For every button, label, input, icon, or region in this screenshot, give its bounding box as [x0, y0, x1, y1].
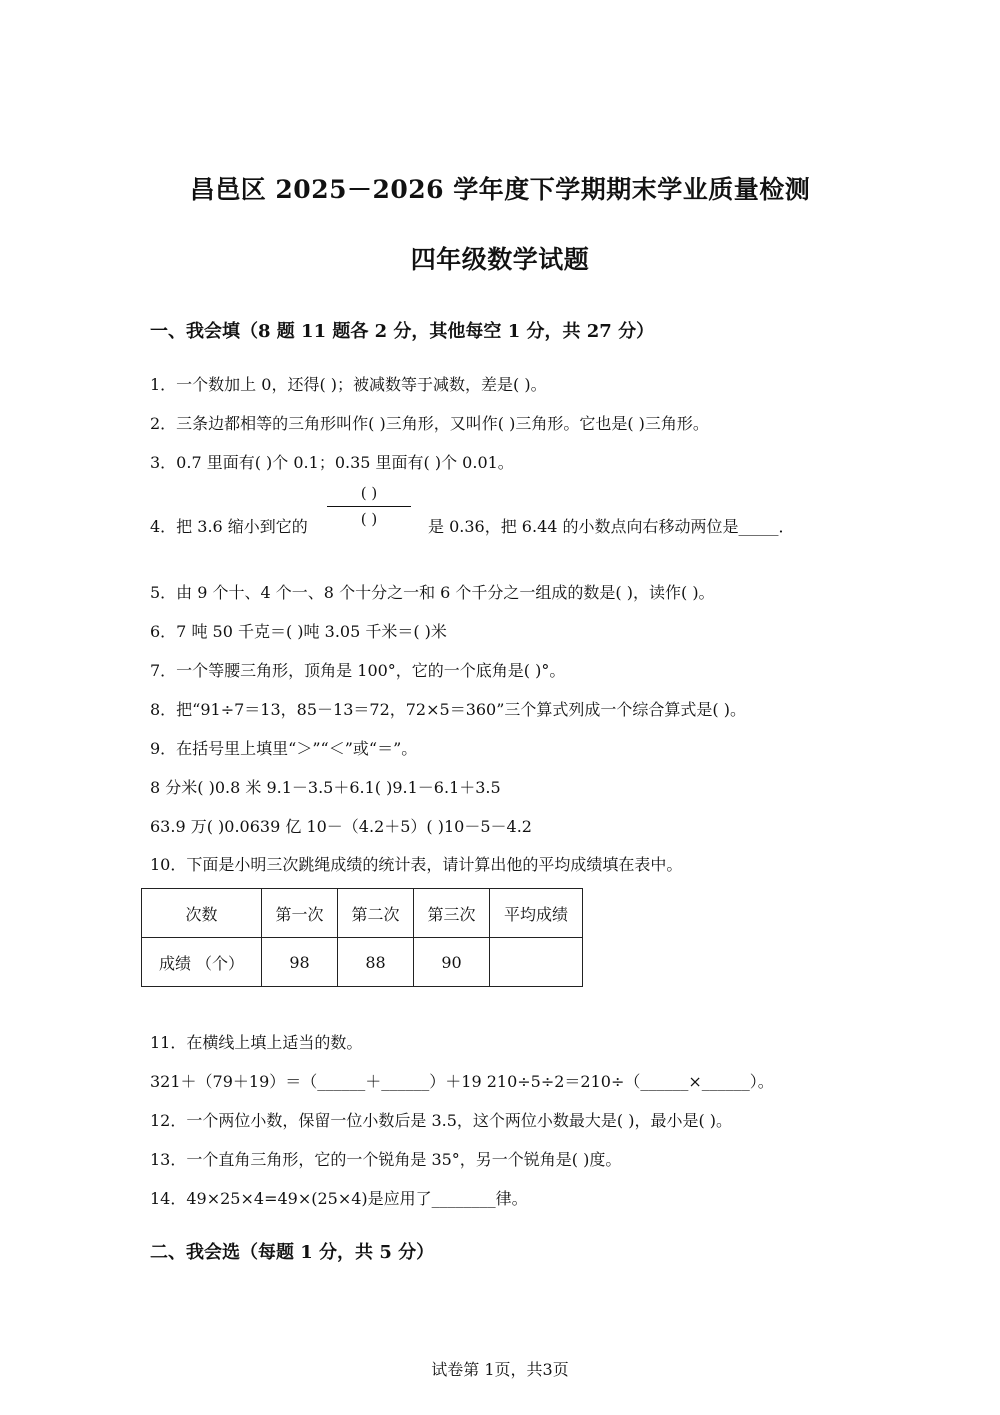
- question-6: 6．7 吨 50 千克＝( )吨 3.05 千米＝( )米: [150, 622, 447, 641]
- table-row: [142, 938, 583, 987]
- question-10: 10．下面是小明三次跳绳成绩的统计表，请计算出他的平均成绩填在表中。: [150, 855, 683, 874]
- question-4-prefix: 4．把 3.6 缩小到它的: [150, 517, 308, 536]
- table-cell: 88: [338, 938, 414, 987]
- question-8: 8．把“91÷7＝13，85－13＝72，72×5＝360”三个算式列成一个综合算式是( )。: [150, 700, 746, 719]
- question-5: 5．由 9 个十、4 个一、8 个十分之一和 6 个千分之一组成的数是( )，读作( )。: [150, 583, 715, 602]
- table-header-cell: 平均成绩: [490, 889, 583, 938]
- question-4-fraction: [327, 484, 411, 532]
- question-12: 12．一个两位小数，保留一位小数后是 3.5，这个两位小数最大是( )，最小是( )。: [150, 1111, 733, 1130]
- table-header-cell: 第二次: [338, 889, 414, 938]
- fraction-denominator: ( ): [360, 510, 378, 528]
- table-header-cell: 第一次: [262, 889, 338, 938]
- exam-subtitle: 四年级数学试题: [410, 245, 590, 274]
- average-score-cell[interactable]: [490, 938, 583, 987]
- question-2: 2．三条边都相等的三角形叫作( )三角形，又叫作( )三角形。它也是( )三角形。: [150, 414, 709, 433]
- question-7: 7．一个等腰三角形，顶角是 100°，它的一个底角是( )°。: [150, 661, 566, 680]
- question-11: 11．在横线上填上适当的数。: [150, 1033, 363, 1052]
- section-2-heading: 二、我会选（每题 1 分，共 5 分）: [150, 1242, 435, 1263]
- question-11-line: 321＋（79＋19）＝（______＋______）＋19 210÷5÷2＝210÷（______×______）。: [150, 1072, 774, 1091]
- table-header-cell: 次数: [142, 889, 262, 938]
- table-row-label: 成绩 （个）: [142, 938, 262, 987]
- fraction-bar: [327, 506, 411, 507]
- fraction-numerator: ( ): [360, 484, 378, 502]
- question-14: 14．49×25×4=49×(25×4)是应用了________律。: [150, 1189, 528, 1208]
- question-9-line-2: 63.9 万( )0.0639 亿 10－（4.2＋5）( )10－5－4.2: [150, 817, 532, 836]
- table-header-cell: 第三次: [414, 889, 490, 938]
- question-1: 1．一个数加上 0，还得( )；被减数等于减数，差是( )。: [150, 375, 547, 394]
- exam-title: 昌邑区 2025－2026 学年度下学期期末学业质量检测: [189, 175, 811, 204]
- page-footer: 试卷第 1页，共3页: [431, 1360, 569, 1379]
- table-cell: 90: [414, 938, 490, 987]
- table-cell: 98: [262, 938, 338, 987]
- question-3: 3．0.7 里面有( )个 0.1；0.35 里面有( )个 0.01。: [150, 453, 514, 472]
- question-4-suffix: 是 0.36，把 6.44 的小数点向右移动两位是_____．: [428, 517, 795, 536]
- section-1-heading: 一、我会填（8 题 11 题各 2 分，其他每空 1 分，共 27 分）: [150, 321, 655, 342]
- question-13: 13．一个直角三角形，它的一个锐角是 35°，另一个锐角是( )度。: [150, 1150, 622, 1169]
- question-9: 9．在括号里上填里“＞”“＜”或“＝”。: [150, 739, 418, 758]
- question-9-line-1: 8 分米( )0.8 米 9.1－3.5＋6.1( )9.1－6.1＋3.5: [150, 778, 501, 797]
- table-header-row: [142, 889, 583, 938]
- score-table: [141, 888, 583, 987]
